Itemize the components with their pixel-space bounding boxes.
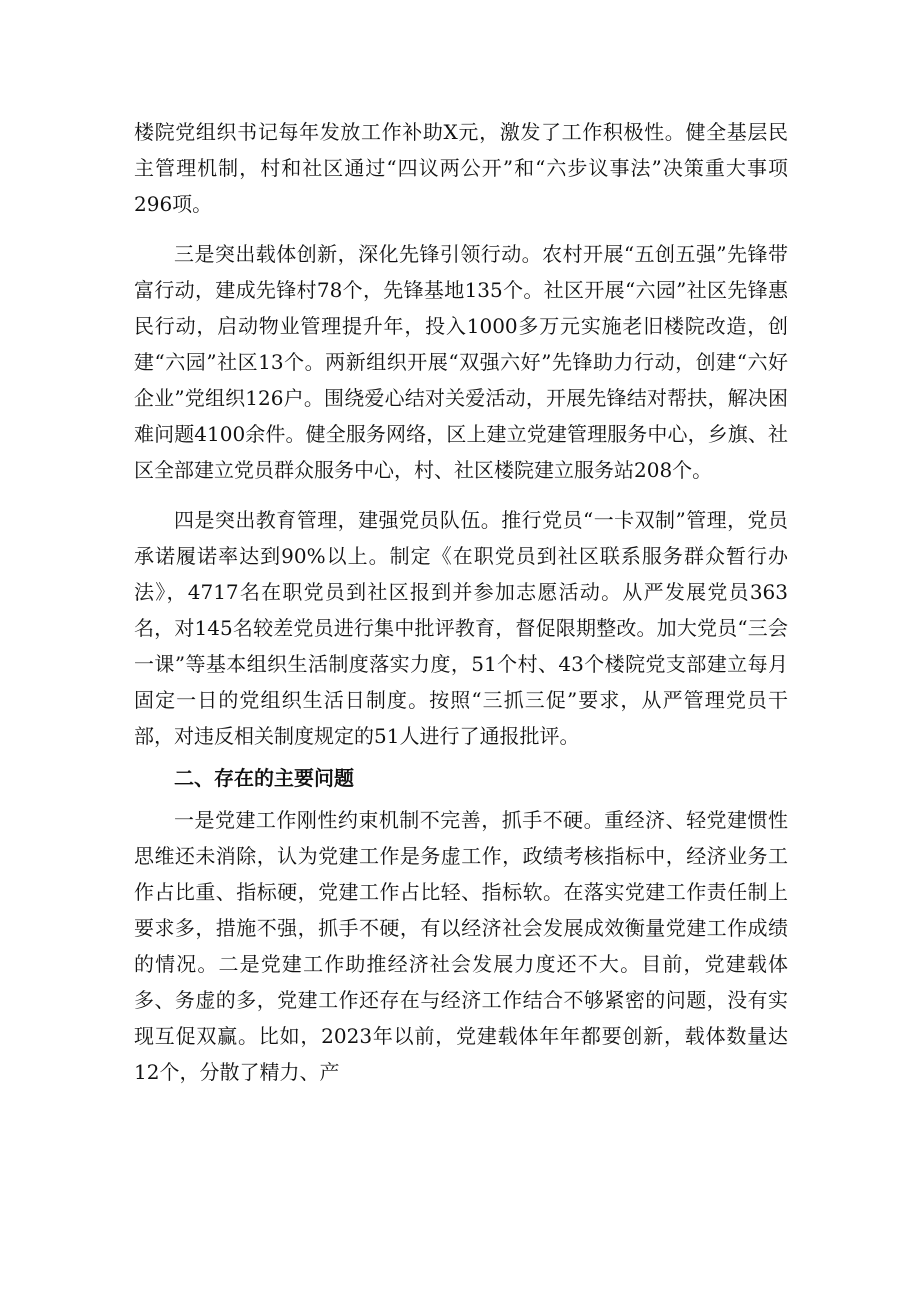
paragraph-main-problems: 一是党建工作刚性约束机制不完善，抓手不硬。重经济、轻党建惯性思维还未消除，认为党建工作是务虚工作，政绩考核指标中，经济业务工作占比重、指标硬，党建工作占比轻、指标软。在落实党建工作责任制上要求多，措施不强，抓手不硬，有以经济社会发展成效衡量党建工作成绩的情况。二是党建工作助推经济社会发展力度还不大。目前，党建载体多、务虚的多，党建工作还存在与经济工作结合不够紧密的问题，没有实现互促双赢。比如，2023年以前，党建载体年年都要创新，载体数量达12个，分散了精力、产 [134, 808, 788, 1084]
document-body [134, 114, 788, 1090]
section-heading: 二、存在的主要问题 [174, 766, 354, 790]
paragraph-continuation: 楼院党组织书记每年发放工作补助X元，激发了工作积极性。健全基层民主管理机制，村和社区通过“四议两公开”和“六步议事法”决策重大事项296项。 [134, 120, 788, 216]
paragraph-education-management: 四是突出教育管理，建强党员队伍。推行党员“一卡双制”管理，党员承诺履诺率达到90%以上。制定《在职党员到社区联系服务群众暂行办法》，4717名在职党员到社区报到并参加志愿活动。从严发展党员363名，对145名较差党员进行集中批评教育，督促限期整改。加大党员“三会一课”等基本组织生活制度落实力度，51个村、43个楼院党支部建立每月固定一日的党组织生活日制度。按照“三抓三促”要求，从严管理党员干部，对违反相关制度规定的51人进行了通报批评。 [134, 508, 788, 748]
paragraph-carrier-innovation: 三是突出载体创新，深化先锋引领行动。农村开展“五创五强”先锋带富行动，建成先锋村78个，先锋基地135个。社区开展“六园”社区先锋惠民行动，启动物业管理提升年，投入1000多万元实施老旧楼院改造，创建“六园”社区13个。两新组织开展“双强六好”先锋助力行动，创建“六好企业”党组织126户。围绕爱心结对关爱活动，开展先锋结对帮扶，解决困难问题4100余件。健全服务网络，区上建立党建管理服务中心，乡旗、社区全部建立党员群众服务中心，村、社区楼院建立服务站208个。 [134, 242, 788, 482]
